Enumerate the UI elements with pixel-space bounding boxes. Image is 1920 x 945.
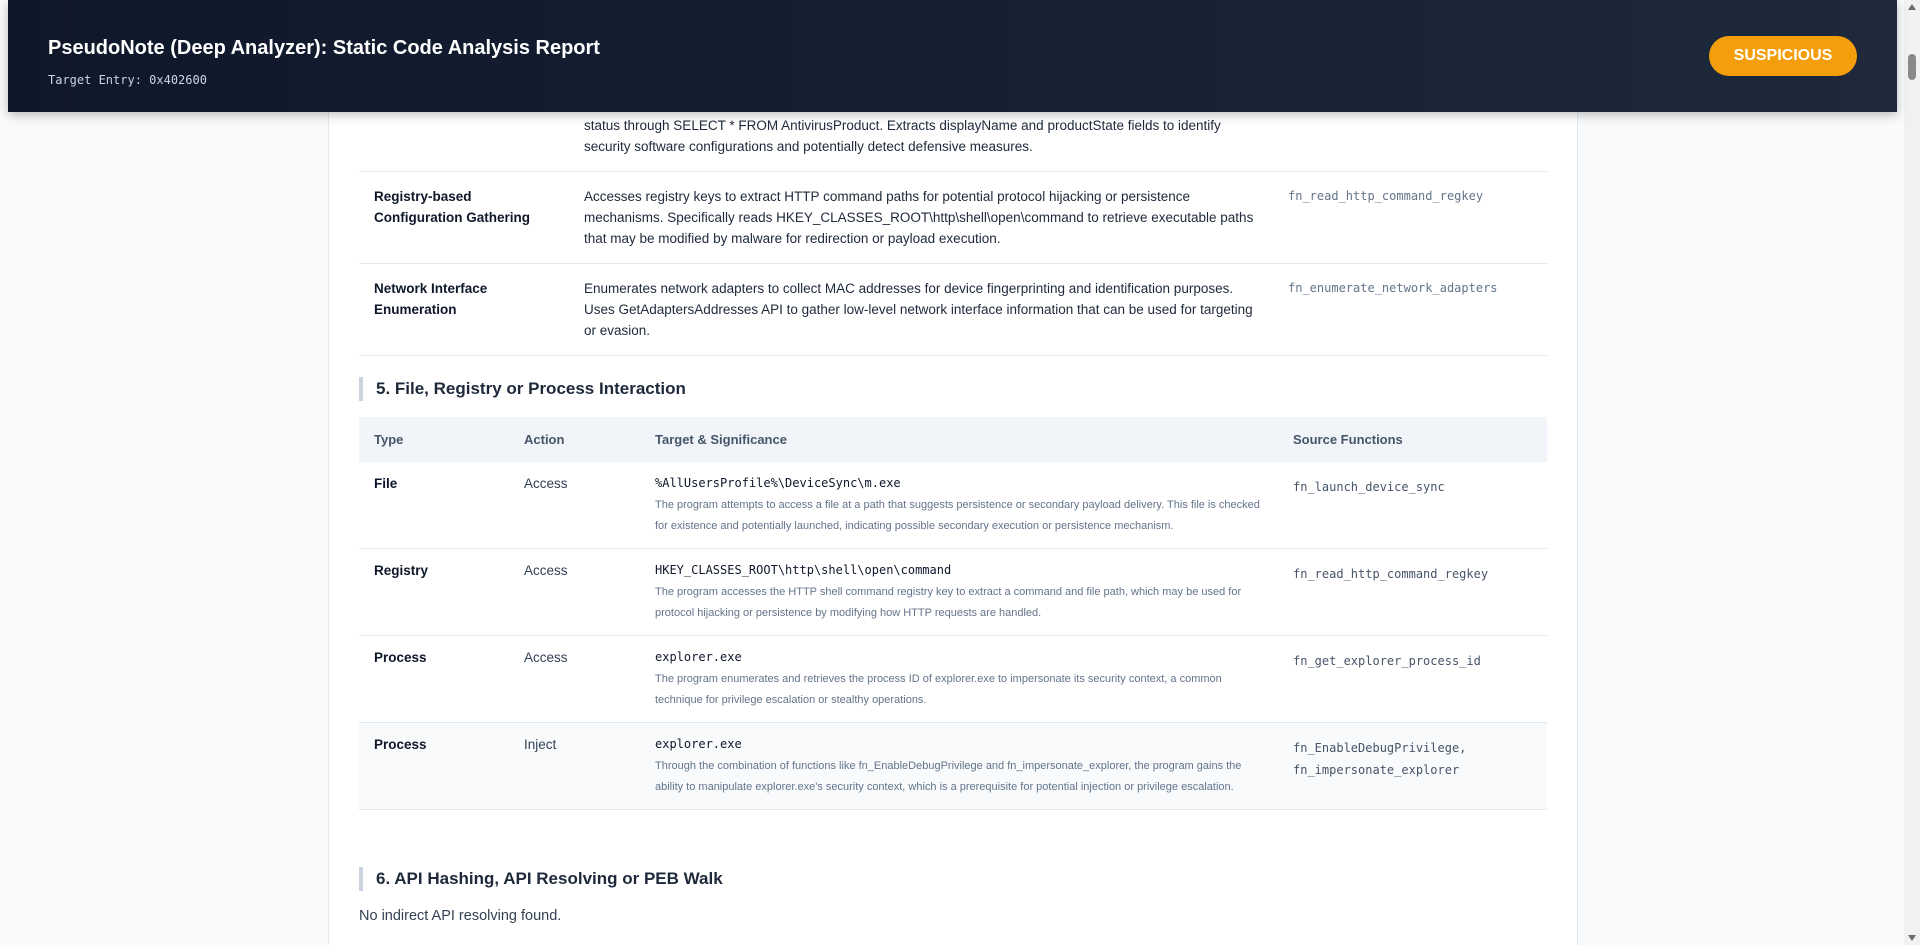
scrollbar-thumb[interactable] (1908, 54, 1916, 80)
target-value: HKEY_CLASSES_ROOT\http\shell\open\command (655, 563, 952, 577)
technique-description: Accesses registry keys to extract HTTP command paths for potential protocol hijacking or persistence mechanisms. Specifically reads HKEY_CLASSES_ROOT\http\shell\open\command to retrieve executable paths that may be modified by malware for redirection or payload execution. (569, 172, 1273, 264)
target-value: explorer.exe (655, 737, 742, 751)
target-entry: Target Entry: 0x402600 (48, 73, 207, 87)
column-header-action: Action (509, 417, 640, 462)
interaction-action: Access (509, 636, 640, 723)
column-header-type: Type (359, 417, 509, 462)
source-functions: fn_get_explorer_process_id (1278, 636, 1547, 723)
technique-description: Enumerates network adapters to collect MAC addresses for device fingerprinting and identification purposes. Uses GetAdaptersAddresses API to gather low-level network interface information that can be used for targeting or evasion. (569, 264, 1273, 356)
target-value: explorer.exe (655, 650, 742, 664)
recon-table (359, 100, 1547, 356)
target-cell (640, 636, 1278, 723)
scroll-down-arrow-icon[interactable] (1908, 935, 1916, 941)
target-cell (640, 549, 1278, 636)
source-functions: fn_enumerate_network_adapters (1273, 264, 1547, 356)
interaction-type: Process (359, 723, 509, 810)
target-cell (640, 462, 1278, 549)
scroll-up-arrow-icon[interactable] (1908, 4, 1916, 10)
technique-name: Network Interface Enumeration (359, 264, 569, 356)
source-functions: fn_launch_device_sync (1278, 462, 1547, 549)
source-functions: fn_read_http_command_regkey (1278, 549, 1547, 636)
target-significance: The program enumerates and retrieves the process ID of explorer.exe to impersonate its security context, a common technique for privilege escalation or stealthy operations. (655, 673, 1222, 706)
table-header-row (359, 417, 1547, 462)
table-row (359, 549, 1547, 636)
interaction-type: File (359, 462, 509, 549)
no-api-resolving-text: No indirect API resolving found. (359, 908, 562, 924)
technique-description: status through SELECT * FROM AntivirusProduct. Extracts displayName and productState fields to identify security software configurations and potentially detect defensive measures. (569, 100, 1273, 172)
target-significance: Through the combination of functions like fn_EnableDebugPrivilege and fn_impersonate_explorer, the program gains the ability to manipulate explorer.exe's security context, which is a prerequisite for potential injection or privilege escalation. (655, 760, 1242, 793)
interaction-table (359, 417, 1547, 810)
interaction-type: Process (359, 636, 509, 723)
table-row (359, 723, 1547, 810)
target-significance: The program accesses the HTTP shell command registry key to extract a command and file path, which may be used for protocol hijacking or persistence by modifying how HTTP requests are handled. (655, 586, 1242, 619)
interaction-action: Access (509, 549, 640, 636)
interaction-action: Access (509, 462, 640, 549)
table-row (359, 264, 1547, 356)
target-value: %AllUsersProfile%\DeviceSync\m.exe (655, 476, 901, 490)
report-container (328, 0, 1578, 945)
column-header-functions: Source Functions (1278, 417, 1547, 462)
interaction-type: Registry (359, 549, 509, 636)
technique-name: Registry-based Configuration Gathering (359, 172, 569, 264)
table-row (359, 172, 1547, 264)
target-significance: The program attempts to access a file at a path that suggests persistence or secondary payload delivery. This file is checked for existence and potentially launched, indicating possible secondary execution or persistence mechanism. (655, 499, 1260, 532)
page-title: PseudoNote (Deep Analyzer): Static Code Analysis Report (48, 37, 600, 59)
table-row (359, 636, 1547, 723)
section-6-heading: 6. API Hashing, API Resolving or PEB Walk (359, 867, 1059, 891)
section-5-heading: 5. File, Registry or Process Interaction (359, 377, 1059, 401)
report-header (8, 0, 1897, 112)
table-row (359, 462, 1547, 549)
column-header-target: Target & Significance (640, 417, 1278, 462)
interaction-action: Inject (509, 723, 640, 810)
verdict-badge: SUSPICIOUS (1709, 36, 1857, 76)
source-functions: fn_EnableDebugPrivilege, fn_impersonate_explorer (1278, 723, 1547, 810)
source-functions: fn_read_http_command_regkey (1273, 172, 1547, 264)
target-cell (640, 723, 1278, 810)
vertical-scrollbar[interactable] (1904, 0, 1920, 945)
